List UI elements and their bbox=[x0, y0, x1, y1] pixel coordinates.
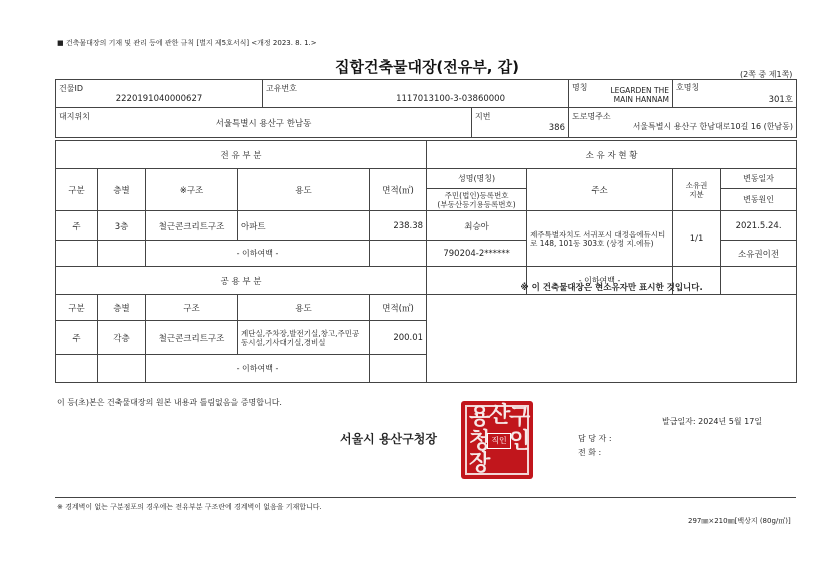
road-cell bbox=[569, 108, 797, 138]
common-header-structure: 구조 bbox=[146, 295, 238, 321]
building-id-label: 건물ID bbox=[59, 84, 83, 93]
building-id-value: 2220191040000627 bbox=[115, 94, 203, 104]
seal-stamp: 직인 bbox=[487, 433, 511, 449]
owner-header-address: 주소 bbox=[527, 169, 673, 211]
owner-address: 제주특별자치도 서귀포시 대정읍에듀시티로 148, 101동 303호 (상정 지.에듀) bbox=[527, 211, 673, 267]
unit-value: 301호 bbox=[768, 95, 793, 105]
exclusive-header-area: 면적(㎡) bbox=[370, 169, 427, 211]
name-cell bbox=[569, 80, 673, 108]
owner-header-name: 성명(명칭) bbox=[427, 169, 527, 189]
exclusive-header-floor: 층별 bbox=[98, 169, 146, 211]
issue-date: 발급일자: 2024년 5월 17일 bbox=[662, 417, 763, 426]
page-indicator: (2쪽 중 제1쪽) bbox=[740, 70, 793, 79]
manager-label: 담 당 자 : bbox=[578, 434, 612, 443]
certify-text: 이 등(초)본은 건축물대장의 원본 내용과 틀림없음을 증명합니다. bbox=[57, 398, 282, 407]
common-area: 200.01 bbox=[370, 321, 427, 355]
unit-label: 호명칭 bbox=[676, 83, 700, 92]
lot-value: 386 bbox=[548, 122, 565, 133]
owner-header-date: 변동일자 bbox=[721, 169, 797, 189]
owner-blank: - 이하여백 - bbox=[527, 267, 673, 295]
exclusive-use: 아파트 bbox=[238, 211, 370, 241]
main-table bbox=[55, 140, 797, 383]
exclusive-blank: - 이하여백 - bbox=[146, 241, 370, 267]
regulation-text: ■ 건축물대장의 기재 및 관리 등에 관한 규칙 [별지 제5호서식] <개정 2023. 8. 1.> bbox=[57, 39, 317, 47]
building-id-cell bbox=[56, 80, 263, 108]
exclusive-type: 주 bbox=[56, 211, 98, 241]
unique-no-label: 고유번호 bbox=[266, 84, 297, 93]
name-line2: MAIN HANNAM bbox=[613, 94, 669, 104]
site-value: 서울특별시 용산구 한남동 bbox=[215, 118, 312, 129]
name-label: 명칭 bbox=[572, 83, 588, 92]
exclusive-floor: 3층 bbox=[98, 211, 146, 241]
owner-header-cause: 변동원인 bbox=[721, 189, 797, 211]
name-line1: LEGARDEN THE bbox=[610, 85, 669, 95]
owner-cause: 소유권이전 bbox=[721, 241, 797, 267]
owner-header-share-2: 지분 bbox=[689, 189, 704, 199]
owner-header-id-1: 주민(법인)등록번호 bbox=[444, 190, 509, 200]
building-info-table bbox=[55, 79, 797, 108]
common-header-use: 용도 bbox=[238, 295, 370, 321]
lot-label: 지번 bbox=[475, 112, 491, 121]
exclusive-header-structure: ※구조 bbox=[146, 169, 238, 211]
owner-share: 1/1 bbox=[673, 211, 721, 267]
site-label: 대지위치 bbox=[59, 112, 90, 121]
common-header-type: 구분 bbox=[56, 295, 98, 321]
site-info-table bbox=[55, 107, 797, 138]
common-header-floor: 층별 bbox=[98, 295, 146, 321]
unique-no-cell bbox=[263, 80, 569, 108]
owner-date: 2021.5.24. bbox=[721, 211, 797, 241]
owner-header-share-1: 소유권 bbox=[685, 180, 708, 190]
exclusive-header-use: 용도 bbox=[238, 169, 370, 211]
owner-section-header: 소 유 자 현 황 bbox=[427, 141, 797, 169]
common-structure: 철근콘크리트구조 bbox=[146, 321, 238, 355]
site-cell bbox=[56, 108, 472, 138]
owner-notice: ※ 이 건축물대장은 현소유자만 표시한 것입니다. bbox=[520, 283, 703, 293]
exclusive-section-header: 전 유 부 분 bbox=[56, 141, 427, 169]
common-section-header: 공 용 부 분 bbox=[56, 267, 427, 295]
common-blank: - 이하여백 - bbox=[146, 355, 370, 383]
common-floor: 각층 bbox=[98, 321, 146, 355]
common-type: 주 bbox=[56, 321, 98, 355]
road-value: 서울특별시 용산구 한남대로10길 16 (한남동) bbox=[632, 122, 793, 131]
owner-header-share bbox=[673, 169, 721, 211]
document-title: 집합건축물대장(전유부, 갑) bbox=[335, 58, 520, 76]
exclusive-area: 238.38 bbox=[370, 211, 427, 241]
owner-notice-cell bbox=[427, 283, 797, 383]
unique-no-value: 1117013100-3-03860000 bbox=[396, 94, 505, 104]
common-use: 계단실,주차장,발전기실,창고,주민공동시설,기사대기실,경비실 bbox=[238, 321, 370, 355]
owner-header-id-2: (부동산등기용등록번호) bbox=[437, 199, 516, 209]
official-seal: 용 산 구 청 장 인 직인 bbox=[461, 401, 533, 479]
owner-header-id bbox=[427, 189, 527, 211]
issuer: 서울시 용산구청장 bbox=[340, 432, 437, 446]
paper-spec: 297㎜×210㎜[백상지 (80g/㎡)] bbox=[688, 517, 791, 525]
owner-id: 790204-2****** bbox=[427, 241, 527, 267]
road-label: 도로명주소 bbox=[572, 112, 611, 121]
unit-cell bbox=[673, 80, 797, 108]
lot-cell bbox=[472, 108, 569, 138]
common-header-area: 면적(㎡) bbox=[370, 295, 427, 321]
footer-note: ※ 경계벽이 없는 구분점포의 경우에는 전유부분 구조란에 경계벽이 없음을 기재합니다. bbox=[57, 503, 322, 511]
footer-divider bbox=[55, 497, 796, 498]
exclusive-header-type: 구분 bbox=[56, 169, 98, 211]
phone-label: 전 화 : bbox=[578, 448, 602, 457]
owner-name: 최승아 bbox=[427, 211, 527, 241]
exclusive-structure: 철근콘크리트구조 bbox=[146, 211, 238, 241]
